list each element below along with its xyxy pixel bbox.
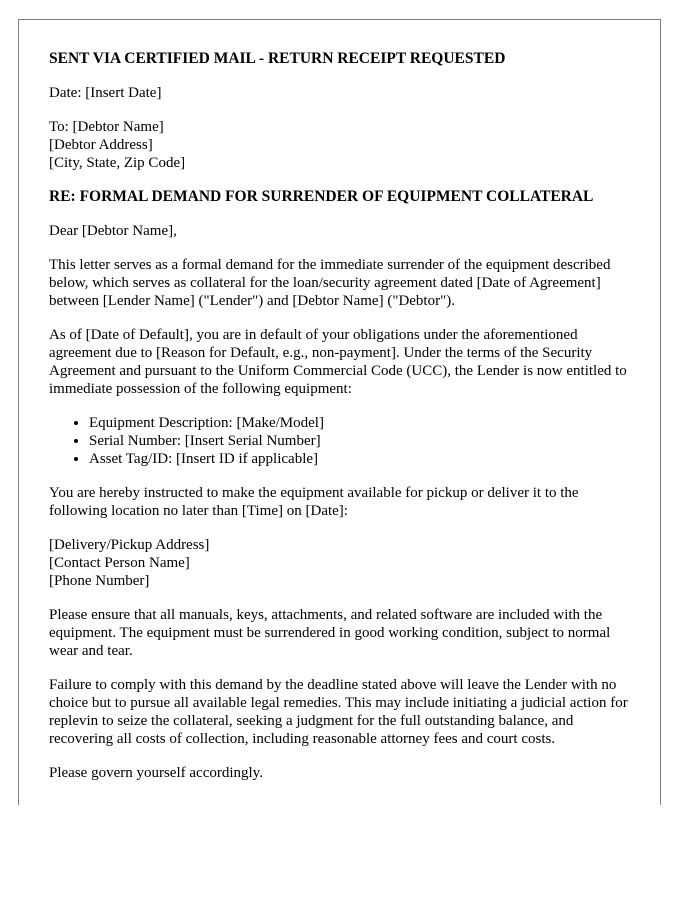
paragraph-condition: Please ensure that all manuals, keys, attachments, and related software are included with the equipment. The equipment must be surrendered in good working condition, subject to normal wear and tear. — [49, 607, 611, 659]
delivery-method-heading: SENT VIA CERTIFIED MAIL - RETURN RECEIPT REQUESTED — [49, 50, 506, 67]
letter-page — [18, 19, 661, 805]
recipient-city: [City, State, Zip Code] — [49, 155, 186, 171]
paragraph-consequences: Failure to comply with this demand by the deadline stated above will leave the Lender with no choice but to pursue all available legal remedies. This may include initiating a judicial action for replevin to seize the collateral, seeking a judgment for the full outstanding balance, and recovering all costs of collection, including reasonable attorney fees and court costs. — [49, 677, 628, 747]
list-item: • Serial Number: [Insert Serial Number] — [89, 432, 634, 450]
paragraph-default: As of [Date of Default], you are in default of your obligations under the aforementioned agreement due to [Reason for Default, e.g., non-payment]. Under the terms of the Security Agreement and pursuant to the Uniform Commercial Code (UCC), the Lender is now entitled to immediate possession of the following equipment: — [49, 327, 627, 397]
pickup-contact: [Contact Person Name] — [49, 555, 190, 571]
paragraph-instructions: You are hereby instructed to make the equipment available for pickup or deliver it to the following location no later than [Time] on [Date]: — [49, 485, 579, 519]
salutation: Dear [Debtor Name], — [49, 223, 177, 239]
paragraph-purpose: This letter serves as a formal demand for the immediate surrender of the equipment described below, which serves as collateral for the loan/security agreement dated [Date of Agreement] between [Lender Name] ("Lender") and [Debtor Name] ("Debtor"). — [49, 257, 611, 309]
list-item: • Asset Tag/ID: [Insert ID if applicable] — [89, 450, 634, 468]
subject-heading: RE: FORMAL DEMAND FOR SURRENDER OF EQUIPMENT COLLATERAL — [49, 188, 594, 205]
pickup-block — [49, 536, 634, 590]
closing-line: Please govern yourself accordingly. — [49, 765, 263, 781]
recipient-address: [Debtor Address] — [49, 137, 153, 153]
recipient-name: To: [Debtor Name] — [49, 119, 164, 135]
list-item: • Equipment Description: [Make/Model] — [89, 414, 634, 432]
date-line: Date: [Insert Date] — [49, 85, 162, 101]
pickup-phone: [Phone Number] — [49, 573, 150, 589]
pickup-address: [Delivery/Pickup Address] — [49, 537, 210, 553]
letter-body — [49, 20, 634, 782]
recipient-block — [49, 118, 634, 172]
equipment-list — [49, 414, 634, 468]
